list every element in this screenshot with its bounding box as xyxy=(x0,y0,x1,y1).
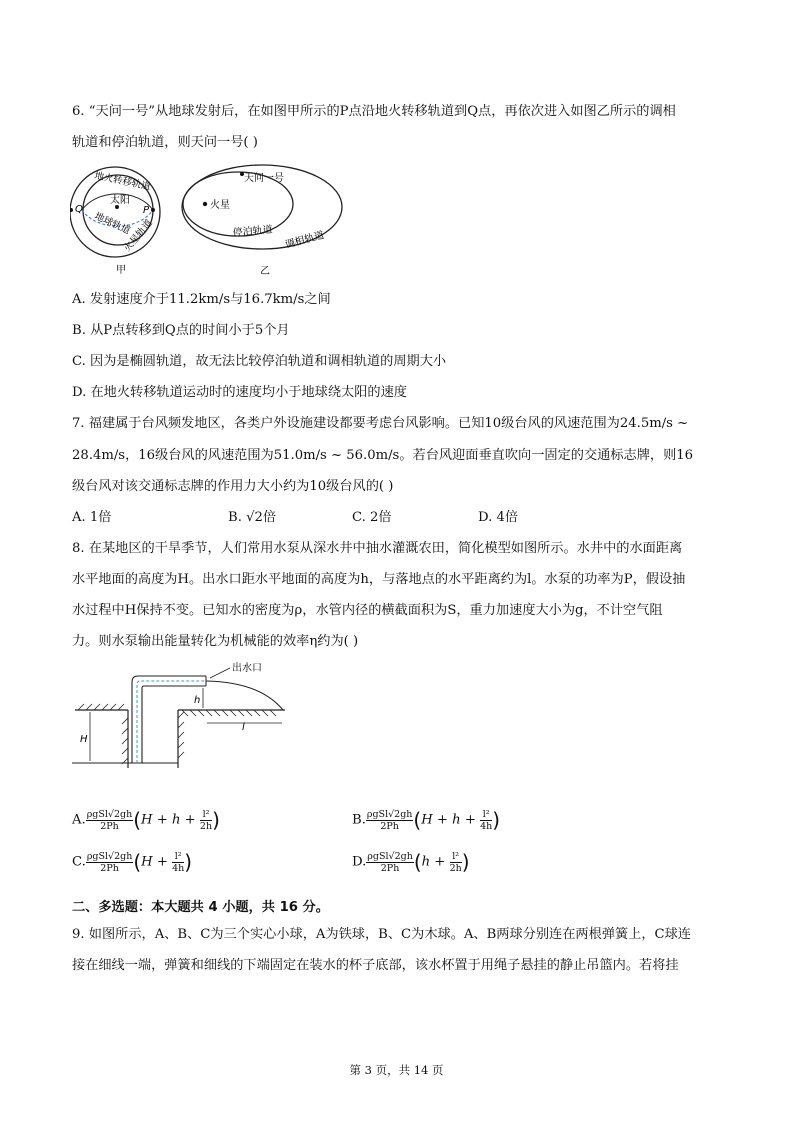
q7-option-a: A. 1倍 xyxy=(72,510,112,525)
q7-option-c: C. 2倍 xyxy=(352,510,392,525)
sun-label: 太阳 xyxy=(110,195,130,206)
q6-figure-jia xyxy=(70,160,175,280)
q8-pump-figure xyxy=(70,660,320,775)
l-label: l xyxy=(242,722,245,733)
q6-option-a: A. 发射速度介于11.2km/s与16.7km/s之间 xyxy=(72,292,331,307)
q6-option-b: B. 从P点转移到Q点的时间小于5个月 xyxy=(72,323,290,338)
page-footer: 第 3 页，共 14 页 xyxy=(349,1063,444,1077)
H-label: H xyxy=(80,734,88,745)
q8-stem-line1: 8. 在某地区的干旱季节，人们常用水泵从深水井中抽水灌溉农田，简化模型如图所示。水井中的水面距离 xyxy=(72,541,683,556)
q7-option-b: B. √2倍 xyxy=(228,510,277,525)
q7-stem-line3: 级台风对该交通标志牌的作用力大小约为10级台风的( ) xyxy=(72,479,394,494)
fig-jia-caption: 甲 xyxy=(116,265,126,276)
mars-label: 火星 xyxy=(210,200,230,211)
q9-stem-line2: 接在细线一端，弹簧和细线的下端固定在装水的杯子底部，该水杯置于用绳子悬挂的静止吊篮内。若将挂 xyxy=(72,958,679,973)
q8-option-a: A. $\frac{\text{ρgSl√2gh}}{2Ph}$ (H + h + $\frac{\text{l²}}{2h}$ ) xyxy=(72,808,220,832)
earth-orbit-label: 地球轨道 xyxy=(92,210,132,237)
q7-stem-line2: 28.4m/s，16级台风的风速范围为51.0m/s ~ 56.0m/s。若台风迎面垂直吹向一固定的交通标志牌，则16 xyxy=(72,448,694,463)
q-label: Q xyxy=(75,204,83,215)
p-label: P xyxy=(143,205,150,216)
parking-orbit-label: 停泊轨道 xyxy=(232,224,274,239)
section-heading: 二、多选题：本大题共 4 小题，共 16 分。 xyxy=(72,900,329,915)
phasing-orbit-label: 调相轨道 xyxy=(283,229,326,251)
outlet-label: 出水口 xyxy=(232,663,262,674)
p-point xyxy=(151,208,155,212)
q8-stem-line4: 力。则水泵输出能量转化为机械能的效率η约为( ) xyxy=(72,634,359,649)
q7-stem-line1: 7. 福建属于台风频发地区，各类户外设施建设都要考虑台风影响。已知10级台风的风速范围为24.5m/s ~ xyxy=(72,416,689,431)
q8-stem-line3: 水过程中H保持不变。已知水的密度为ρ，水管内径的横截面积为S，重力加速度大小为g，不计空气阻 xyxy=(72,603,663,618)
q6-figure-yi xyxy=(178,162,348,280)
q6-option-c: C. 因为是椭圆轨道，故无法比较停泊轨道和调相轨道的周期大小 xyxy=(72,354,447,369)
q6-stem-line1: 6. “天问一号”从地球发射后，在如图甲所示的P点沿地火转移轨道到Q点，再依次进入如图乙所示的调相 xyxy=(72,104,676,119)
fig-yi-caption: 乙 xyxy=(260,266,270,277)
mars-orbit-label: 火星轨道 xyxy=(121,217,155,254)
q9-stem-line1: 9. 如图所示，A、B、C为三个实心小球，A为铁球，B、C为木球。A、B两球分别连在两根弹簧上，C球连 xyxy=(72,927,691,942)
q-point xyxy=(70,208,73,212)
probe-label: 天问一号 xyxy=(244,173,284,184)
q8-option-b: B. $\frac{\text{ρgSl√2gh}}{2Ph}$ (H + h + $\frac{\text{l²}}{4h}$ ) xyxy=(352,808,501,832)
q8-stem-line2: 水平地面的高度为H。出水口距水平地面的高度为h，与落地点的水平距离约为l。水泵的功率为P，假设抽 xyxy=(72,572,686,587)
q6-stem-line2: 轨道和停泊轨道，则天问一号( ) xyxy=(72,135,258,150)
q7-option-d: D. 4倍 xyxy=(478,510,519,525)
mars-dot xyxy=(203,202,207,206)
q8-option-c: C. $\frac{\text{ρgSl√2gh}}{2Ph}$ (H + $\frac{\text{l²}}{4h}$ ) xyxy=(72,850,193,874)
h-label: h xyxy=(194,695,201,706)
q8-option-d: D. $\frac{\text{ρgSl√2gh}}{2Ph}$ (h + $\frac{\text{l²}}{2h}$ ) xyxy=(352,850,470,874)
transfer-orbit-label: 地火转移轨道 xyxy=(93,170,152,193)
q6-option-d: D. 在地火转移轨道运动时的速度均小于地球绕太阳的速度 xyxy=(72,385,407,400)
